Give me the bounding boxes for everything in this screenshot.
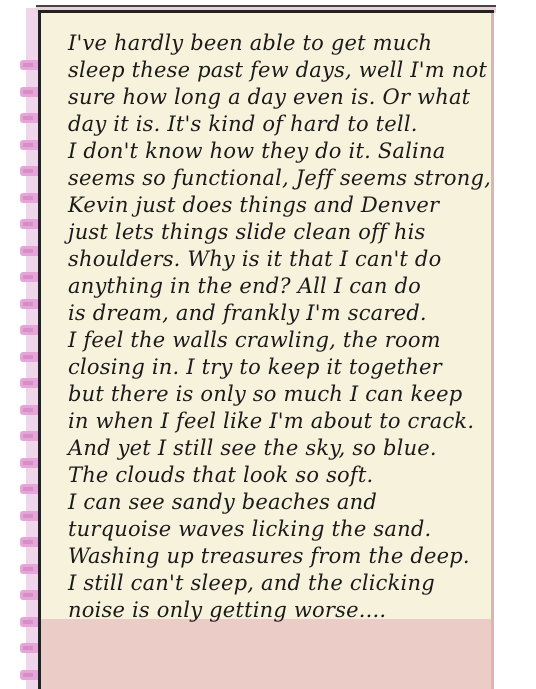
journal-entry-text xyxy=(68,30,498,624)
journal-line: I feel the walls crawling, the room xyxy=(68,328,441,352)
page-bottom-margin xyxy=(41,619,494,689)
journal-line: shoulders. Why is it that I can't do xyxy=(68,247,442,271)
binding-ring xyxy=(20,670,38,680)
binding-ring xyxy=(20,511,38,521)
binding-ring xyxy=(20,272,38,282)
journal-line: I can see sandy beaches and xyxy=(68,490,378,514)
binding-ring xyxy=(20,484,38,494)
binding-ring xyxy=(20,431,38,441)
binding-ring xyxy=(20,405,38,415)
journal-line: Washing up treasures from the deep. xyxy=(68,544,470,568)
binding-ring xyxy=(20,378,38,388)
binding-ring xyxy=(20,193,38,203)
binding-ring xyxy=(20,537,38,547)
binding-ring xyxy=(20,219,38,229)
journal-line: day it is. It's kind of hard to tell. xyxy=(68,112,418,136)
journal-line: The clouds that look so soft. xyxy=(68,463,374,487)
journal-line: I've hardly been able to get much xyxy=(68,31,433,55)
journal-line: noise is only getting worse.... xyxy=(68,598,387,622)
binding-ring xyxy=(20,299,38,309)
journal-line: Kevin just does things and Denver xyxy=(68,193,440,217)
journal-line: turquoise waves licking the sand. xyxy=(68,517,432,541)
binding-ring xyxy=(20,60,38,70)
binding-ring xyxy=(20,617,38,627)
journal-line: sleep these past few days, well I'm not xyxy=(68,58,487,82)
binding-ring xyxy=(20,352,38,362)
binding-ring xyxy=(20,325,38,335)
journal-line: seems so functional, Jeff seems strong, xyxy=(68,166,491,190)
journal-line: anything in the end? All I can do xyxy=(68,274,421,298)
binding-ring xyxy=(20,643,38,653)
journal-line: sure how long a day even is. Or what xyxy=(68,85,471,109)
binding-ring xyxy=(20,590,38,600)
binding-ring xyxy=(20,87,38,97)
journal-line: in when I feel like I'm about to crack. xyxy=(68,409,475,433)
journal-line: but there is only so much I can keep xyxy=(68,382,463,406)
journal-line: just lets things slide clean off his xyxy=(68,220,426,244)
binding-ring xyxy=(20,246,38,256)
binding-ring xyxy=(20,166,38,176)
journal-line: And yet I still see the sky, so blue. xyxy=(68,436,437,460)
journal-line: I still can't sleep, and the clicking xyxy=(68,571,435,595)
journal-line: is dream, and frankly I'm scared. xyxy=(68,301,427,325)
binding-ring xyxy=(20,140,38,150)
binding-ring xyxy=(20,458,38,468)
binding-ring xyxy=(20,113,38,123)
binding-ring xyxy=(20,564,38,574)
journal-line: closing in. I try to keep it together xyxy=(68,355,442,379)
journal-line: I don't know how they do it. Salina xyxy=(68,139,446,163)
